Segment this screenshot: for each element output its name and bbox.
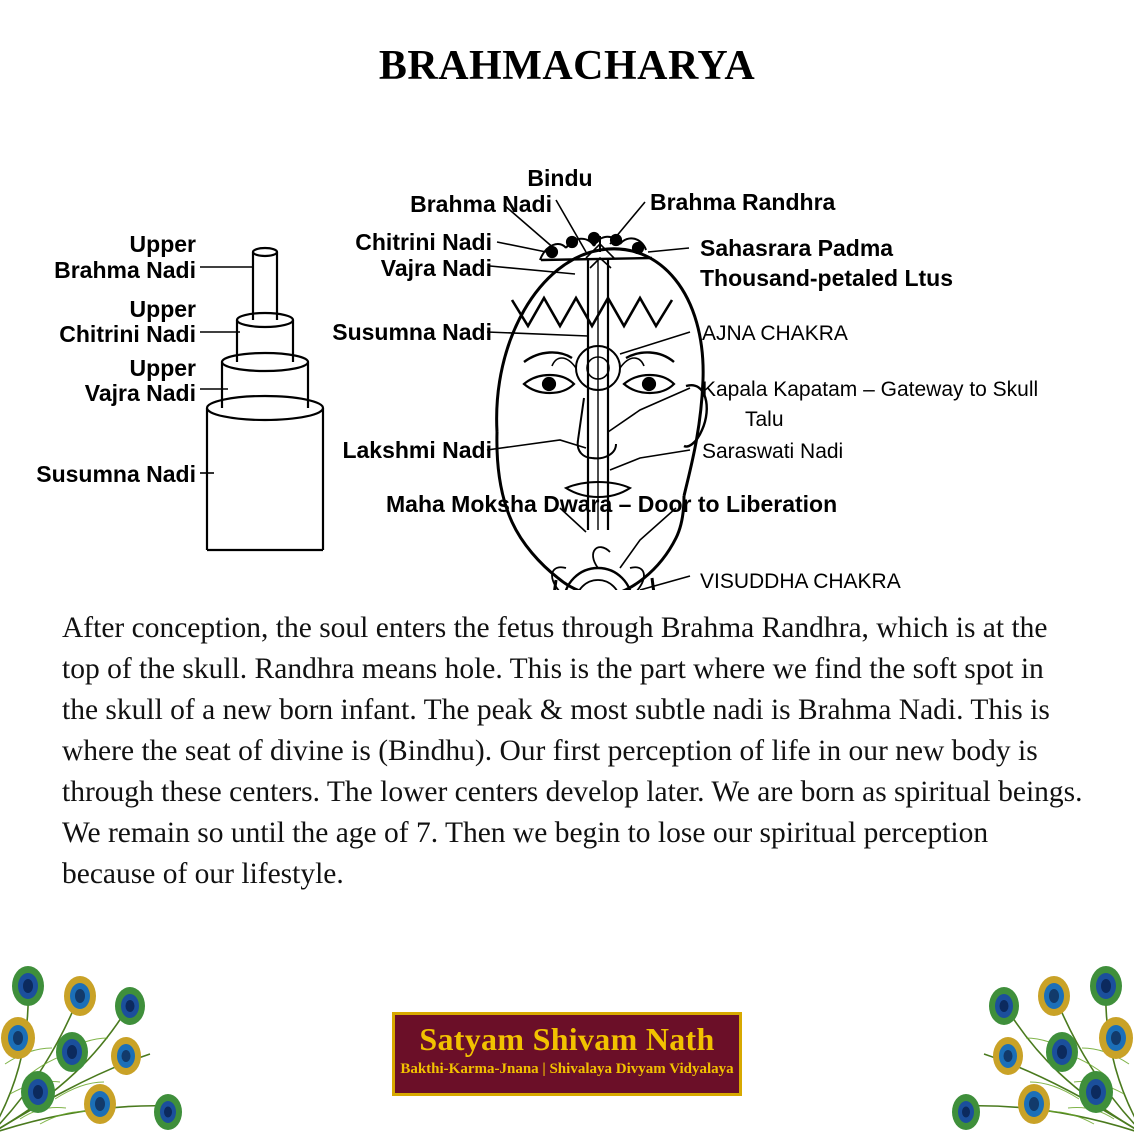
footer-brand-subtitle: Bakthi-Karma-Jnana | Shivalaya Divyam Vidyalaya (400, 1061, 734, 1077)
body-paragraph: After conception, the soul enters the fetus through Brahma Randhra, which is at the top of the skull. Randhra means hole. This is the part where we find the soft spot in the skull of a new born infant. The peak & most subtle nadi is Brahma Nadi. This is where the seat of divine is (Bindhu). Our first perception of life in our new body is through these centers. The lower centers develop later. We are born as spiritual beings. We remain so until the age of 7. Then we begin to lose our spiritual perception because of our lifestyle. (62, 612, 1083, 890)
peacock-feathers-left-decoration (0, 934, 250, 1134)
label-upper-vajra-nadi-line2: Vajra Nadi (84, 380, 196, 406)
label-thousand-petaled-lotus: Thousand-petaled Ltus (700, 265, 953, 291)
footer-banner (392, 1012, 742, 1096)
label-upper-brahma-nadi-line1: Upper (129, 231, 196, 257)
label-bindu: Bindu (527, 165, 593, 191)
label-upper-chitrini-nadi-line1: Upper (129, 296, 196, 322)
label-susumna-nadi-head: Susumna Nadi (332, 319, 492, 345)
peacock-feathers-right-decoration (884, 934, 1134, 1134)
label-susumna-nadi-left: Susumna Nadi (36, 461, 196, 487)
footer-brand-title: Satyam Shivam Nath (419, 1021, 715, 1057)
label-vajra-nadi: Vajra Nadi (380, 255, 492, 281)
label-visuddha-chakra: VISUDDHA CHAKRA (700, 570, 901, 590)
nadi-diagram (0, 140, 1134, 590)
label-sahasrara-padma: Sahasrara Padma (700, 235, 894, 261)
label-saraswati-nadi: Saraswati Nadi (702, 440, 844, 463)
label-brahma-nadi: Brahma Nadi (410, 191, 552, 217)
label-brahma-randhra: Brahma Randhra (650, 189, 836, 215)
label-upper-vajra-nadi-line1: Upper (129, 355, 196, 381)
label-upper-brahma-nadi-line2: Brahma Nadi (54, 257, 196, 283)
label-maha-moksha-dwara: Maha Moksha Dwara – Door to Liberation (386, 491, 838, 517)
label-chitrini-nadi: Chitrini Nadi (355, 229, 492, 255)
label-upper-chitrini-nadi-line2: Chitrini Nadi (59, 321, 196, 347)
label-talu: Talu (745, 408, 784, 431)
page-title: BRAHMACHARYA (378, 43, 756, 89)
label-lakshmi-nadi: Lakshmi Nadi (342, 437, 492, 463)
label-ajna-chakra: AJNA CHAKRA (702, 322, 848, 345)
label-kapala-kapatam: Kapala Kapatam – Gateway to Skull (702, 378, 1039, 401)
